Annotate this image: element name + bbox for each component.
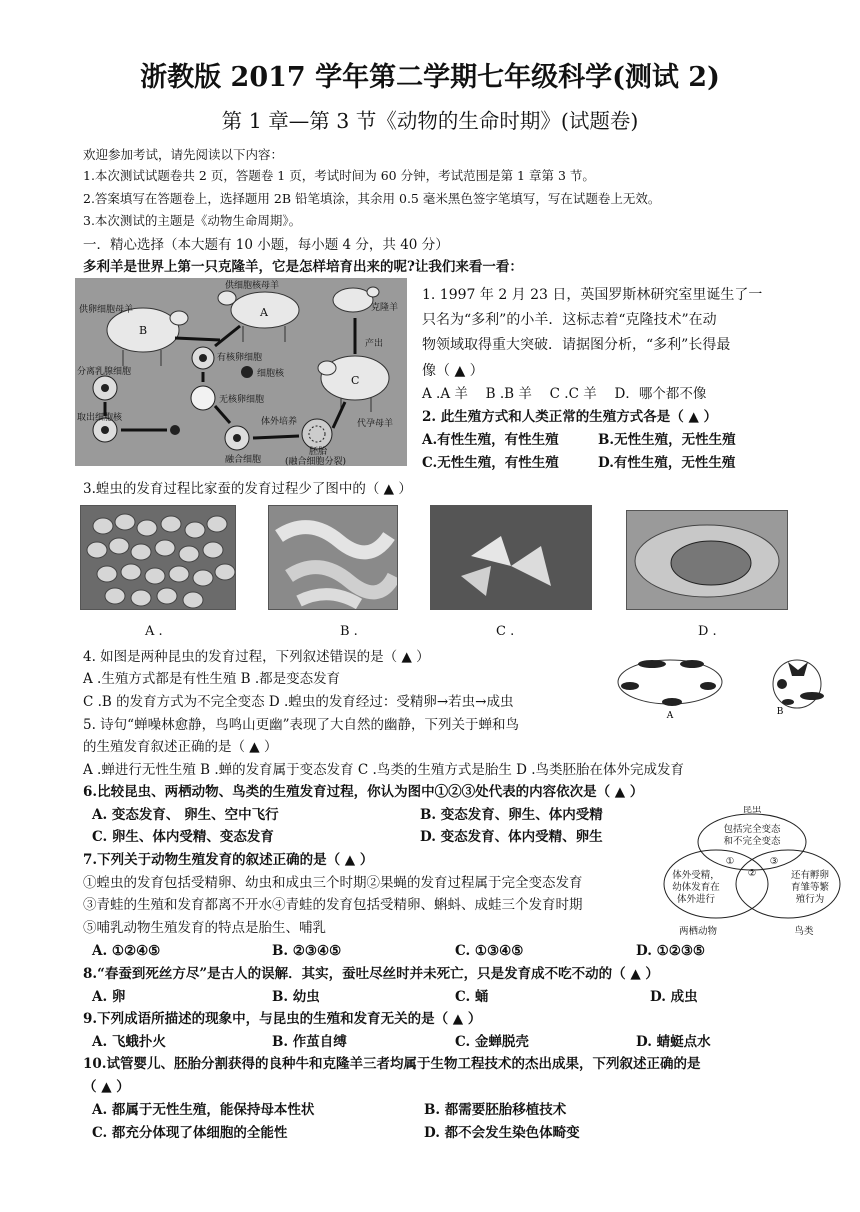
q6-stem: 6.比较昆虫、两栖动物、鸟类的生殖发育过程，你认为图中①②③处代表的内容依次是（ ▲ ） — [83, 784, 644, 800]
q7-stem: 7.下列关于动物生殖发育的叙述正确的是（ ▲ ） — [83, 852, 374, 868]
insect-lifecycle-figure — [612, 652, 834, 722]
q6-option: A. 变态发育、 卵生、空中飞行 — [92, 807, 279, 823]
venn-svg — [654, 806, 850, 938]
notice-intro: 欢迎参加考试，请先阅读以下内容： — [83, 147, 284, 162]
notice-item: 1.本次测试试题卷共 2 页，答题卷 1 页，考试时间为 60 分钟，考试范围是第 1 章第 3 节。 — [83, 168, 595, 183]
fig-label: B — [139, 324, 148, 337]
larvae-photo — [268, 505, 398, 610]
notice-item: 2.答案填写在答题卷上，选择题用 2B 铅笔填涂，其余用 0.5 毫米黑色签字笔填写，写在试题卷上无效。 — [83, 191, 661, 206]
venn-right-text: 还有孵卵 — [790, 870, 830, 881]
page-title: 浙教版 2017 学年第二学期七年级科学(测试 2) — [140, 62, 720, 93]
venn-mark: ② — [747, 868, 757, 879]
q4-options-line: C .B 的发育方式为不完全变态 D .蝗虫的发育经过：受精卵→若虫→成虫 — [83, 694, 514, 710]
q9-option: B. 作茧自缚 — [272, 1034, 347, 1050]
q10-option: C. 都充分体现了体细胞的全能性 — [92, 1125, 288, 1141]
fig-label: 克隆羊 — [371, 303, 399, 313]
venn-top-label: 昆虫 — [742, 806, 762, 815]
q9-option: A. 飞蛾扑火 — [92, 1034, 166, 1050]
q6-option: C. 卵生、体内受精、变态发育 — [92, 829, 274, 845]
q7-statement: ①蝗虫的发育包括受精卵、幼虫和成虫三个时期②果蝇的发育过程属于完全变态发育 — [83, 875, 583, 891]
q9-stem: 9.下列成语所描述的现象中，与昆虫的生殖和发育无关的是（ ▲ ） — [83, 1011, 482, 1027]
q7-statement: ③青蛙的生殖和发育都离不开水④青蛙的发育包括受精卵、蝌蚪、成蛙三个发育时期 — [83, 897, 583, 913]
venn-mark: ③ — [769, 856, 779, 867]
fig-label: 胚胎 — [309, 447, 328, 457]
venn-left-text: 体外进行 — [676, 894, 716, 905]
q1-line: 只名为“多利”的小羊．这标志着“克隆技术”在动 — [422, 312, 717, 328]
q8-option: C. 蛹 — [455, 989, 489, 1005]
q8-option: A. 卵 — [92, 989, 126, 1005]
clone-sheep-figure — [75, 278, 407, 466]
venn-bottom-right-label: 鸟类 — [794, 926, 814, 937]
q9-option: C. 金蝉脱壳 — [455, 1034, 529, 1050]
image-label-b: B . — [340, 624, 358, 639]
fig-label: (融合细胞分裂) — [285, 457, 347, 466]
q1-line: 物领域取得重大突破．请据图分析，“多利”长得最 — [422, 337, 731, 353]
fig-label: A — [260, 306, 268, 319]
section-lead: 多利羊是世界上第一只克隆羊，它是怎样培育出来的呢?让我们来看一看： — [83, 259, 523, 275]
q7-option: C. ①③④⑤ — [455, 943, 524, 959]
cocoon-photo — [626, 510, 788, 610]
section-heading: 一．精心选择（本大题有 10 小题，每小题 4 分，共 40 分） — [83, 237, 449, 253]
moths-photo — [430, 505, 592, 610]
venn-bottom-left-label: 两栖动物 — [678, 926, 718, 937]
image-label-a: A . — [145, 624, 163, 639]
venn-diagram — [654, 806, 850, 938]
fig-label: 细胞核 — [257, 369, 285, 379]
pupa-image — [627, 511, 787, 609]
venn-top-text: 和不完全变态 — [723, 836, 781, 847]
q1-line: 1. 1997 年 2 月 23 日，英国罗斯林研究室里诞生了一 — [422, 287, 763, 303]
fig-label: 供卵细胞母羊 — [79, 305, 134, 315]
q7-option: B. ②③④⑤ — [272, 943, 342, 959]
fig-label: 分离乳腺细胞 — [77, 367, 132, 377]
q6-option: B. 变态发育、卵生、体内受精 — [420, 807, 603, 823]
notice-item: 3.本次测试的主题是《动物生命周期》。 — [83, 213, 302, 228]
fig-label: 供细胞核母羊 — [225, 281, 280, 291]
q7-statement: ⑤哺乳动物生殖发育的特点是胎生、哺乳 — [83, 920, 326, 936]
venn-top-text: 包括完全变态 — [723, 824, 781, 835]
q5-stem: 的生殖发育叙述正确的是（ ▲ ） — [83, 739, 278, 755]
fig-label: 无核卵细胞 — [219, 395, 265, 405]
q4-options-line: A .生殖方式都是有性生殖 B .都是变态发育 — [83, 671, 341, 687]
page-subtitle: 第 1 章—第 3 节《动物的生命时期》(试题卷) — [221, 109, 639, 133]
q10-option: D. 都不会发生染色体畸变 — [424, 1125, 580, 1141]
q10-option: A. 都属于无性生殖，能保持母本性状 — [92, 1102, 315, 1118]
q7-option: A. ①②④⑤ — [92, 943, 161, 959]
q5-stem: 5. 诗句“蝉噪林愈静，鸟鸣山更幽”表现了大自然的幽静，下列关于蝉和鸟 — [83, 717, 519, 733]
fig-label: 代孕母羊 — [357, 419, 394, 429]
fig-label: 体外培养 — [261, 417, 298, 427]
q2-option: D.有性生殖，无性生殖 — [598, 455, 736, 471]
q10-blank: （ ▲ ） — [83, 1079, 130, 1095]
fig-label: 有核卵细胞 — [217, 353, 263, 363]
eggs-photo — [80, 505, 236, 610]
q2-option: B.无性生殖，无性生殖 — [598, 432, 736, 448]
moths-image — [431, 506, 591, 609]
clone-diagram-svg — [75, 278, 407, 466]
lifecycle-label-b: B — [776, 707, 784, 717]
q10-stem: 10.试管婴儿、胚胎分割获得的良种牛和克隆羊三者均属于生物工程技术的杰出成果，下列叙述正确的是 — [83, 1056, 701, 1072]
q8-stem: 8.“春蚕到死丝方尽”是古人的误解．其实，蚕吐尽丝时并未死亡，只是发育成不吃不动的（ ▲ ） — [83, 966, 659, 982]
q2-option: A.有性生殖，有性生殖 — [422, 432, 559, 448]
lifecycle-label-a: A — [666, 711, 674, 721]
q3-stem: 3.蝗虫的发育过程比家蚕的发育过程少了图中的（ ▲ ） — [83, 481, 412, 497]
lifecycle-diagram — [612, 652, 834, 722]
venn-left-text: 幼体发育在 — [672, 882, 720, 893]
image-label-d: D . — [698, 624, 717, 639]
fig-label: 取出细胞核 — [77, 413, 123, 423]
fig-label: 产出 — [365, 339, 384, 349]
q9-option: D. 蜻蜓点水 — [636, 1034, 711, 1050]
q4-stem: 4. 如图是两种昆虫的发育过程，下列叙述错误的是（ ▲ ） — [83, 649, 430, 665]
q2-option: C.无性生殖，有性生殖 — [422, 455, 559, 471]
q10-option: B. 都需要胚胎移植技术 — [424, 1102, 567, 1118]
image-label-c: C . — [496, 624, 515, 639]
q8-option: D. 成虫 — [650, 989, 698, 1005]
larvae-image — [269, 506, 397, 609]
eggs-image — [81, 506, 235, 609]
q5-options: A .蝉进行无性生殖 B .蝉的发育属于变态发育 C .鸟类的生殖方式是胎生 D .鸟类胚胎在体外完成发育 — [83, 762, 685, 778]
q7-option: D. ①②③⑤ — [636, 943, 706, 959]
q1-options: A .A 羊 B .B 羊 C .C 羊 D．哪个都不像 — [422, 386, 707, 402]
venn-mark: ① — [725, 856, 735, 867]
venn-left-text: 体外受精， — [672, 870, 720, 881]
venn-right-text: 殖行为 — [795, 894, 825, 905]
q6-option: D. 变态发育、体内受精、卵生 — [420, 829, 603, 845]
venn-right-text: 育雏等繁 — [790, 882, 830, 893]
q8-option: B. 幼虫 — [272, 989, 320, 1005]
q2-stem: 2. 此生殖方式和人类正常的生殖方式各是（ ▲ ） — [422, 409, 718, 425]
q1-line: 像（ ▲ ） — [422, 363, 484, 379]
fig-label: 融合细胞 — [225, 455, 262, 465]
fig-label: C — [351, 374, 360, 387]
